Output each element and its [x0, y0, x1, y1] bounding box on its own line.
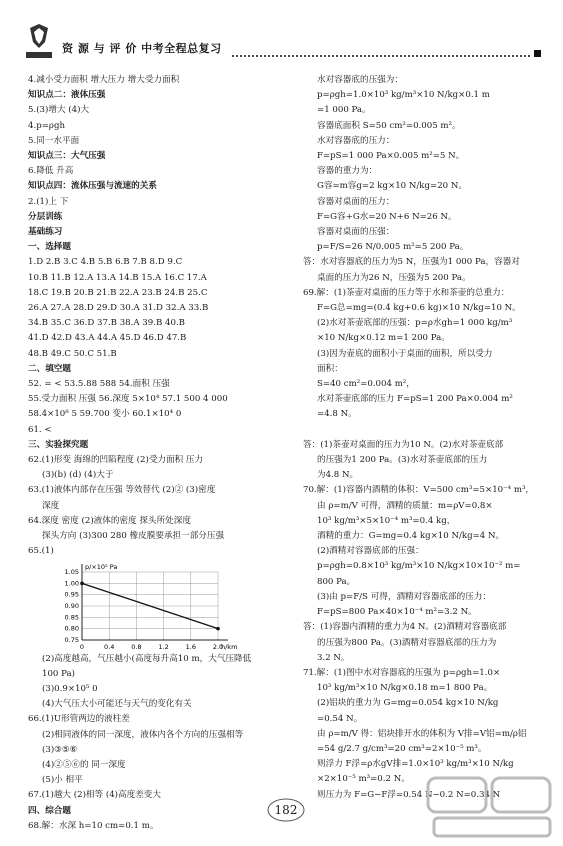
- y-tick-label: 0.80: [64, 624, 79, 633]
- text-line: 4.减小受力面积 增大压力 增大受力面积: [28, 75, 180, 85]
- text-line: 则浮力 F浮=ρ水gV排=1.0×10³ kg/m³×10 N/kg: [317, 759, 514, 770]
- text-line: 26.A 27.A 28.D 29.D 30.A 31.D 32.A 33.B: [28, 303, 209, 314]
- text-line: (3)0.9×10⁵ 0: [42, 683, 98, 694]
- text-line: p=F/S=26 N/0.005 m²=5 200 Pa。: [317, 242, 469, 253]
- text-line: (2)高度越高，气压越小(高度每升高10 m，大气压降低: [42, 653, 252, 664]
- text-line: (2)相同液体的同一深度，液体内各个方向的压强相等: [42, 729, 244, 740]
- text-line: 71.解：(1)图中水对容器底的压强为 p=ρgh=1.0×: [303, 667, 501, 678]
- text-line: 58.4×10⁸ 5 59.700 变小 60.1×10⁴ 0: [28, 409, 182, 420]
- text-line: [303, 423, 543, 438]
- chart-svg: [28, 560, 258, 652]
- text-line: 答：(1)容器内酒精的重力为4 N。(2)酒精对容器底部: [303, 622, 507, 633]
- text-line: 5.同一水平面: [28, 135, 80, 146]
- text-line: 由 ρ=m/V 可得，酒精的质量：m=ρV=0.8×: [317, 500, 493, 511]
- header-divider: [232, 55, 530, 57]
- text-line: 65.(1): [28, 546, 54, 557]
- section-heading: 知识点四：流体压强与流速的关系: [28, 181, 157, 192]
- x-tick-label: 0: [79, 642, 85, 651]
- text-line: 3.2 N。: [317, 652, 350, 663]
- text-line: 的压强为800 Pa。(3)酒精对容器底部的压力为: [317, 637, 497, 648]
- text-line: (2)酒精对容器底部的压强：: [317, 546, 424, 557]
- text-line: =1 000 Pa。: [317, 105, 371, 116]
- x-tick-label: 1.2: [158, 642, 169, 651]
- text-line: (4)②⑤⑥的 同一深度: [42, 759, 126, 770]
- text-line: =54 g/2.7 g/cm³=20 cm³=2×10⁻⁵ m³。: [317, 743, 487, 754]
- book-title: 资 源 与 评 价 中考全程总复习: [62, 42, 222, 55]
- text-line: 1.D 2.B 3.C 4.B 5.B 6.B 7.B 8.D 9.C: [28, 257, 183, 268]
- text-line: 68.解：水深 h=10 cm=0.1 m。: [28, 820, 159, 831]
- text-line: 66.(1)U形管两边的液柱差: [28, 714, 130, 725]
- text-line: F=pS=800 Pa×40×10⁻⁴ m²=3.2 N。: [317, 607, 477, 618]
- text-line: G容=m容g=2 kg×10 N/kg=20 N。: [317, 181, 467, 192]
- text-line: p=ρgh=1.0×10³ kg/m³×10 N/kg×0.1 m: [317, 90, 490, 101]
- text-line: 4.p=ρgh: [28, 120, 65, 131]
- right-column: [303, 73, 543, 803]
- text-line: 67.(1)越大 (2)相等 (4)高度差变大: [28, 790, 161, 801]
- text-line: 桌面的压力为26 N，压强为5 200 Pa。: [317, 272, 471, 283]
- text-line: S=40 cm²=0.004 m²，: [317, 379, 415, 390]
- section-heading: 二、填空题: [28, 363, 71, 374]
- text-line: 5.(3)增大 (4)大: [28, 105, 90, 116]
- text-line: 容器的重力为：: [317, 166, 378, 177]
- text-line: 由 ρ=m/V 得：铝块排开水的体积为 V排=V铝=m/ρ铝: [317, 728, 527, 739]
- text-line: 55.受力面积 压强 56.深度 5×10⁴ 57.1 500 4 000: [28, 394, 228, 405]
- text-line: (4)大气压大小可能还与天气的变化有关: [42, 699, 192, 710]
- section-heading: 知识点三：大气压强: [28, 151, 106, 162]
- page-header: [22, 22, 542, 62]
- section-heading: 四、综合题: [28, 805, 71, 816]
- page-number-text: 182: [274, 803, 298, 817]
- text-line: (2)水对茶壶底部的压强：p=ρ水gh=1 000 kg/m³: [317, 318, 513, 329]
- left-column: [28, 73, 276, 834]
- text-line: 18.C 19.B 20.B 21.B 22.A 23.B 24.B 25.C: [28, 287, 208, 298]
- text-line: 6.降低 升高: [28, 166, 74, 177]
- x-tick-label: 1.6: [185, 642, 196, 651]
- y-tick-label: 0.95: [64, 590, 79, 599]
- section-heading: 基础练习: [28, 227, 63, 238]
- text-line: 70.解：(1)容器内酒精的体积：V=500 cm³=5×10⁻⁴ m³，: [303, 485, 535, 496]
- section-heading: 一、选择题: [28, 242, 71, 253]
- text-line: (2)铝块的重力为 G=mg=0.054 kg×10 N/kg: [317, 698, 499, 709]
- x-tick-label: 2.0: [212, 642, 224, 651]
- text-line: 水对茶壶底部的压力 F=pS=1 200 Pa×0.004 m²: [317, 394, 513, 405]
- text-line: F=G容+G水=20 N+6 N=26 N。: [317, 211, 457, 222]
- text-line: 酒精的重力：G=mg=0.4 kg×10 N/kg=4 N。: [317, 531, 505, 542]
- text-line: 面积：: [317, 363, 343, 374]
- pressure-altitude-chart: [28, 560, 258, 652]
- section-heading: 三、实验探究题: [28, 439, 89, 450]
- text-line: 水对容器底的压强为：: [317, 75, 403, 85]
- text-line: =0.54 N。: [317, 713, 363, 724]
- y-tick-label: 0.75: [64, 635, 79, 644]
- text-line: 的压强为1 200 Pa。(3)水对茶壶底部的压力: [317, 455, 488, 466]
- text-line: 52. = < 53.5.88 588 54.面积 压强: [28, 379, 170, 390]
- text-line: (3)由 p=F/S 可得，酒精对容器底部的压力：: [317, 591, 491, 602]
- data-point: [216, 626, 220, 630]
- text-line: 容器对桌面的压力：: [317, 196, 395, 207]
- text-line: (3)因为壶底的面积小于桌面的面积，所以受力: [317, 348, 493, 359]
- text-line: 则压力为 F=G−F浮=0.54 N−0.2 N=0.34 N: [317, 789, 501, 800]
- text-line: (3)(b) (d) (4)大于: [42, 470, 114, 481]
- x-tick-label: 0.4: [104, 642, 115, 651]
- text-line: 61. <: [28, 424, 52, 435]
- text-line: ×10 N/kg×0.12 m=1 200 Pa。: [317, 333, 450, 344]
- y-tick-label: 1.00: [64, 578, 79, 587]
- text-line: 答：水对容器底的压力为5 N，压强为1 000 Pa，容器对: [303, 257, 520, 268]
- page-number: [266, 797, 306, 823]
- text-line: 2.(1)上 下: [28, 196, 69, 207]
- header-square-icon: [534, 50, 541, 57]
- text-line: 34.B 35.C 36.D 37.B 38.A 39.B 40.B: [28, 318, 185, 329]
- y-axis-label: p/×10⁵ Pa: [85, 562, 118, 571]
- text-line: 62.(1)形变 海绵的凹陷程度 (2)受力面积 压力: [28, 455, 204, 466]
- text-line: =4.8 N。: [317, 409, 357, 420]
- text-line: 容器对桌面的压强：: [317, 227, 395, 238]
- section-heading: 分层训练: [28, 211, 63, 222]
- text-line: 10³ kg/m³×5×10⁻⁴ m³=0.4 kg，: [317, 515, 456, 526]
- text-line: 41.D 42.D 43.A 44.A 45.D 46.D 47.B: [28, 333, 187, 344]
- text-line: 10³ kg/m³×10 N/kg×0.18 m=1 800 Pa。: [317, 683, 493, 694]
- text-line: 答：(1)茶壶对桌面的压力为10 N。(2)水对茶壶底部: [303, 439, 504, 450]
- text-line: ×2×10⁻⁵ m³=0.2 N。: [317, 774, 410, 785]
- text-line: 深度: [42, 500, 60, 511]
- publisher-logo-icon: [22, 22, 56, 60]
- text-line: (5)小 相平: [42, 775, 83, 786]
- text-line: 69.解：(1)茶壶对桌面的压力等于水和茶壶的总重力：: [303, 287, 510, 298]
- text-line: 10.B 11.B 12.A 13.A 14.B 15.A 16.C 17.A: [28, 272, 207, 283]
- y-tick-label: 0.85: [64, 612, 79, 621]
- watermark-stamp-icon: [420, 772, 560, 842]
- text-line: (3)③⑤⑥: [42, 744, 78, 755]
- text-line: 探头方向 (3)300 280 橡皮膜要承担一部分压强: [42, 531, 225, 542]
- x-axis-label: h/km: [221, 642, 238, 651]
- data-point: [80, 581, 84, 585]
- text-line: 100 Pa): [42, 668, 76, 679]
- text-line: 800 Pa。: [317, 576, 356, 587]
- text-line: 64.深度 密度 (2)液体的密度 探头所处深度: [28, 515, 191, 526]
- text-line: 63.(1)液体内部存在压强 等效替代 (2)② (3)密度: [28, 485, 216, 496]
- text-line: 48.B 49.C 50.C 51.B: [28, 348, 117, 359]
- text-line: 为4.8 N。: [317, 470, 359, 481]
- text-line: p=ρgh=0.8×10³ kg/m³×10 N/kg×10×10⁻² m=: [317, 561, 521, 572]
- y-tick-label: 1.05: [64, 567, 79, 576]
- section-heading: 知识点二：液体压强: [28, 90, 106, 101]
- text-line: F=G总=mg=(0.4 kg+0.6 kg)×10 N/kg=10 N。: [317, 303, 521, 314]
- text-line: 水对容器底的压力：: [317, 135, 395, 146]
- text-line: F=pS=1 000 Pa×0.005 m²=5 N。: [317, 151, 465, 162]
- y-tick-label: 0.90: [64, 601, 79, 610]
- text-line: 容器底面积 S=50 cm²=0.005 m²。: [317, 120, 461, 131]
- x-tick-label: 0.8: [131, 642, 142, 651]
